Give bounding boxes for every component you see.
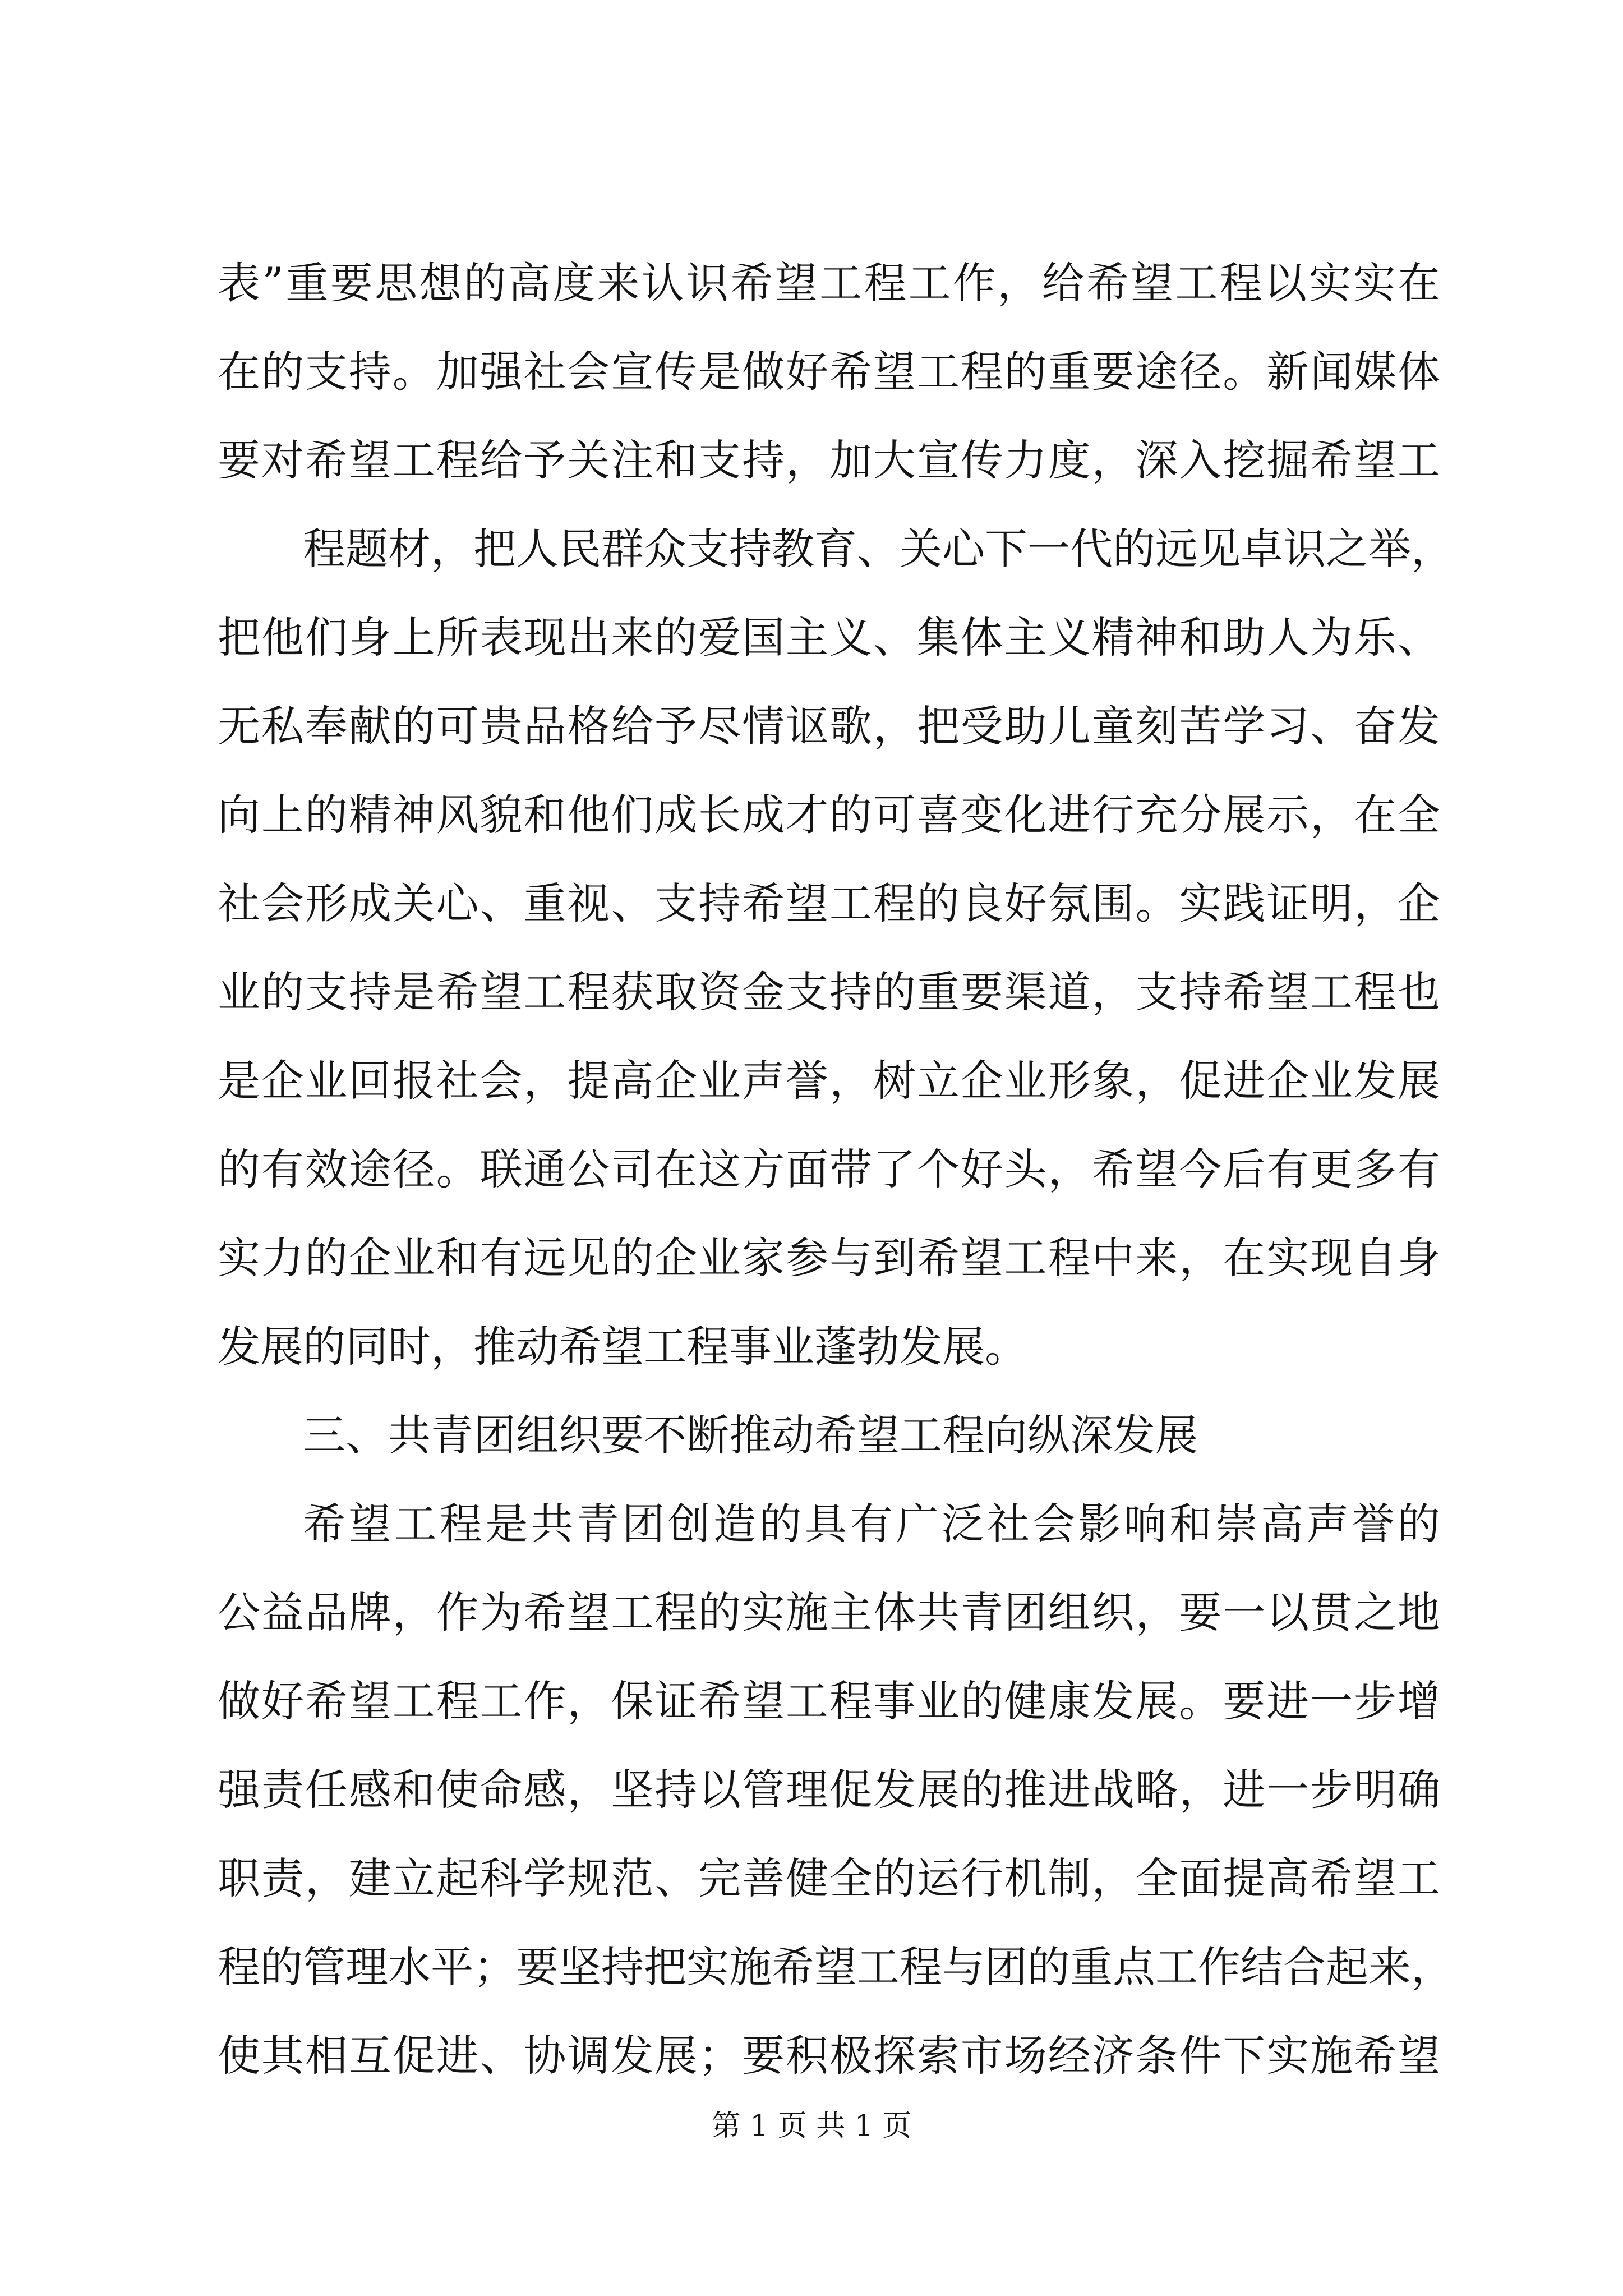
body-line: 把他们身上所表现出来的爱国主义、集体主义精神和助人为乐、 <box>218 613 1440 662</box>
body-line: 业的支持是希望工程获取资金支持的重要渠道，支持希望工程也 <box>218 967 1440 1017</box>
body-line: 的有效途径。联通公司在这方面带了个好头，希望今后有更多有 <box>218 1144 1440 1194</box>
body-line: 无私奉献的可贵品格给予尽情讴歌，把受助儿童刻苦学习、奋发 <box>218 701 1440 751</box>
section-heading: 三、共青团组织要不断推动希望工程向纵深发展 <box>303 1410 1198 1460</box>
body-line: 做好希望工程工作，保证希望工程事业的健康发展。要进一步增 <box>218 1676 1440 1726</box>
body-line: 职责，建立起科学规范、完善健全的运行机制，全面提高希望工 <box>218 1853 1440 1903</box>
body-line: 表”重要思想的高度来认识希望工程工作，给希望工程以实实在 <box>218 258 1440 308</box>
body-line: 社会形成关心、重视、支持希望工程的良好氛围。实践证明，企 <box>218 878 1440 928</box>
body-line: 强责任感和使命感，坚持以管理促发展的推进战略，进一步明确 <box>218 1765 1440 1815</box>
body-line: 发展的同时，推动希望工程事业蓬勃发展。 <box>218 1322 1027 1372</box>
body-line: 实力的企业和有远见的企业家参与到希望工程中来，在实现自身 <box>218 1233 1440 1283</box>
body-line: 希望工程是共青团创造的具有广泛社会影响和崇高声誉的 <box>303 1499 1440 1549</box>
body-line: 向上的精神风貌和他们成长成才的可喜变化进行充分展示，在全 <box>218 790 1440 840</box>
body-line: 公益品牌，作为希望工程的实施主体共青团组织，要一以贯之地 <box>218 1588 1440 1637</box>
body-line: 程题材，把人民群众支持教育、关心下一代的远见卓识之举， <box>303 524 1454 574</box>
page-footer: 第 1 页 共 1 页 <box>711 2109 912 2143</box>
body-line: 在的支持。加强社会宣传是做好希望工程的重要途径。新闻媒体 <box>218 347 1440 397</box>
body-line: 是企业回报社会，提高企业声誉，树立企业形象，促进企业发展 <box>218 1056 1440 1106</box>
body-line: 使其相互促进、协调发展；要积极探索市场经济条件下实施希望 <box>218 2031 1440 2081</box>
body-line: 程的管理水平；要坚持把实施希望工程与团的重点工作结合起来， <box>218 1942 1454 1992</box>
body-line: 要对希望工程给予关注和支持，加大宣传力度，深入挖掘希望工 <box>218 435 1440 485</box>
